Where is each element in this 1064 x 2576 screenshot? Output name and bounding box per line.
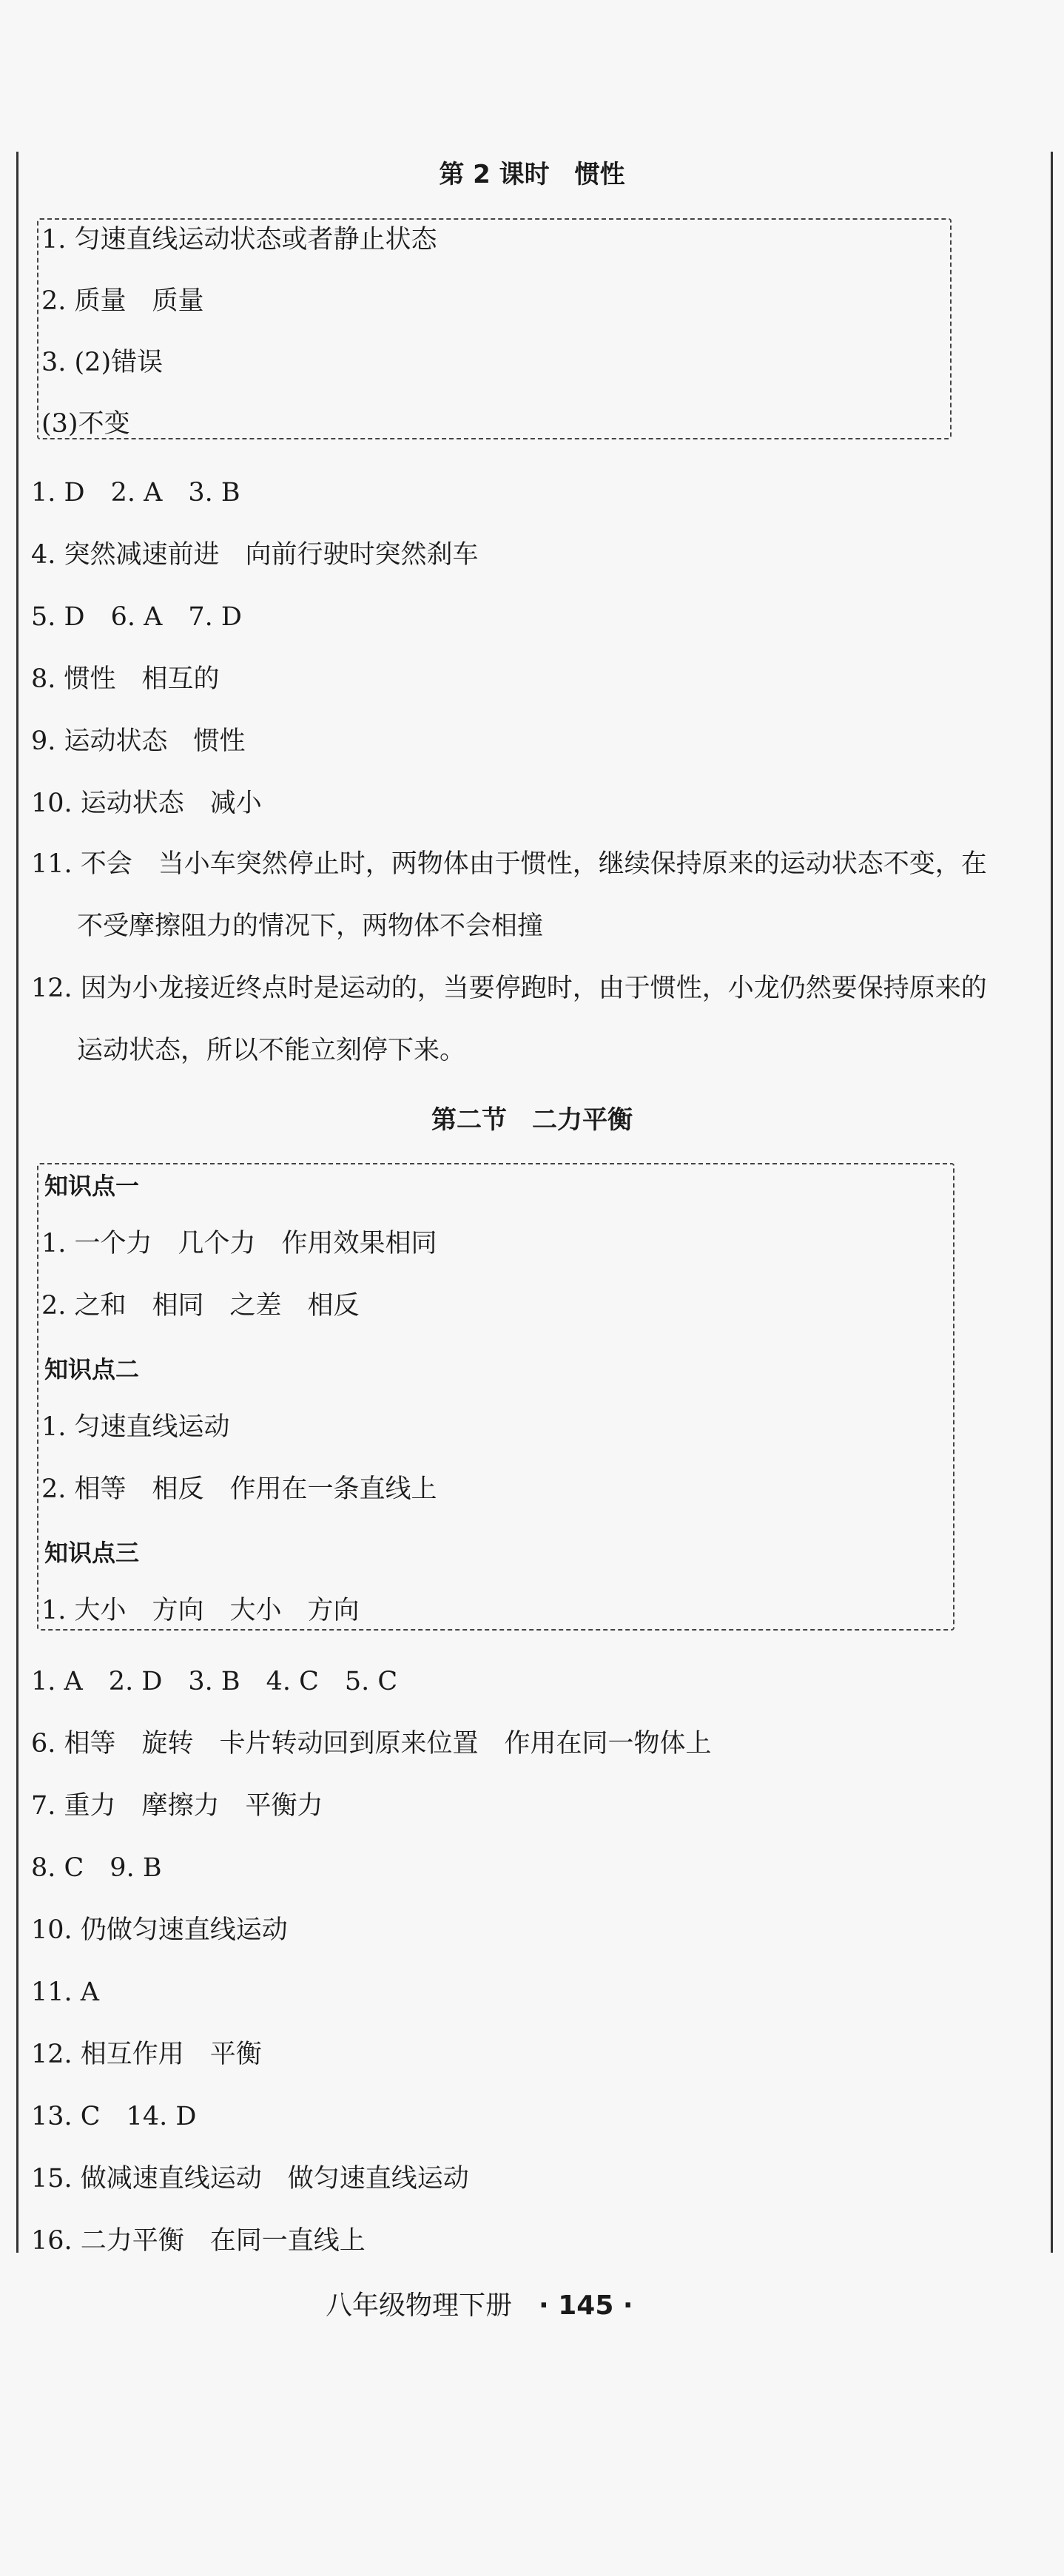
answer-line: 15. 做减速直线运动 做匀速直线运动 [31, 2164, 469, 2194]
answer-line: 12. 相互作用 平衡 [31, 2040, 262, 2069]
box1-line: (3)不变 [41, 409, 130, 439]
section-title-inertia: 第 2 课时 惯性 [439, 160, 625, 189]
answer-line: 4. 突然减速前进 向前行驶时突然刹车 [31, 540, 479, 570]
answer-line: 10. 仍做匀速直线运动 [31, 1915, 288, 1945]
answer-line: 11. 不会 当小车突然停止时，两物体由于惯性，继续保持原来的运动状态不变，在 [31, 849, 987, 879]
kp2-item: 2. 相等 相反 作用在一条直线上 [41, 1474, 437, 1504]
section-title-balance: 第二节 二力平衡 [431, 1105, 633, 1135]
answer-line: 7. 重力 摩擦力 平衡力 [31, 1791, 323, 1821]
box1-line: 3. (2)错误 [41, 348, 164, 377]
answer-line: 10. 运动状态 减小 [31, 789, 262, 818]
answer-line: 16. 二力平衡 在同一直线上 [31, 2226, 366, 2256]
kp1-item: 1. 一个力 几个力 作用效果相同 [41, 1229, 437, 1258]
knowledge-point-2-heading: 知识点二 [44, 1355, 140, 1383]
answer-line: 1. D 2. A 3. B [31, 478, 240, 508]
left-margin-rule [16, 152, 18, 2253]
page-number: · 145 · [539, 2290, 633, 2321]
answer-line: 9. 运动状态 惯性 [31, 726, 246, 756]
answer-line: 8. 惯性 相互的 [31, 664, 220, 694]
answer-line: 5. D 6. A 7. D [31, 602, 242, 632]
book-title: 八年级物理下册 [326, 2290, 513, 2321]
page-footer [326, 2285, 633, 2322]
answer-line: 11. A [31, 1977, 100, 2007]
knowledge-point-1-heading: 知识点一 [44, 1172, 140, 1200]
answer-line: 1. A 2. D 3. B 4. C 5. C [31, 1667, 398, 1696]
answer-line-continued: 运动状态，所以不能立刻停下来。 [77, 1036, 466, 1065]
answer-line: 6. 相等 旋转 卡片转动回到原来位置 作用在同一物体上 [31, 1729, 712, 1759]
kp2-item: 1. 匀速直线运动 [41, 1412, 230, 1442]
answer-line: 12. 因为小龙接近终点时是运动的，当要停跑时，由于惯性，小龙仍然要保持原来的 [31, 974, 987, 1003]
answer-line: 13. C 14. D [31, 2102, 197, 2131]
knowledge-point-3-heading: 知识点三 [44, 1539, 140, 1567]
kp1-item: 2. 之和 相同 之差 相反 [41, 1291, 360, 1321]
answer-line-continued: 不受摩擦阻力的情况下，两物体不会相撞 [77, 911, 544, 941]
box1-line: 2. 质量 质量 [41, 286, 204, 316]
right-margin-rule [1051, 152, 1053, 2253]
box1-line: 1. 匀速直线运动状态或者静止状态 [41, 225, 437, 254]
answer-line: 8. C 9. B [31, 1853, 162, 1883]
kp3-item: 1. 大小 方向 大小 方向 [41, 1596, 360, 1625]
